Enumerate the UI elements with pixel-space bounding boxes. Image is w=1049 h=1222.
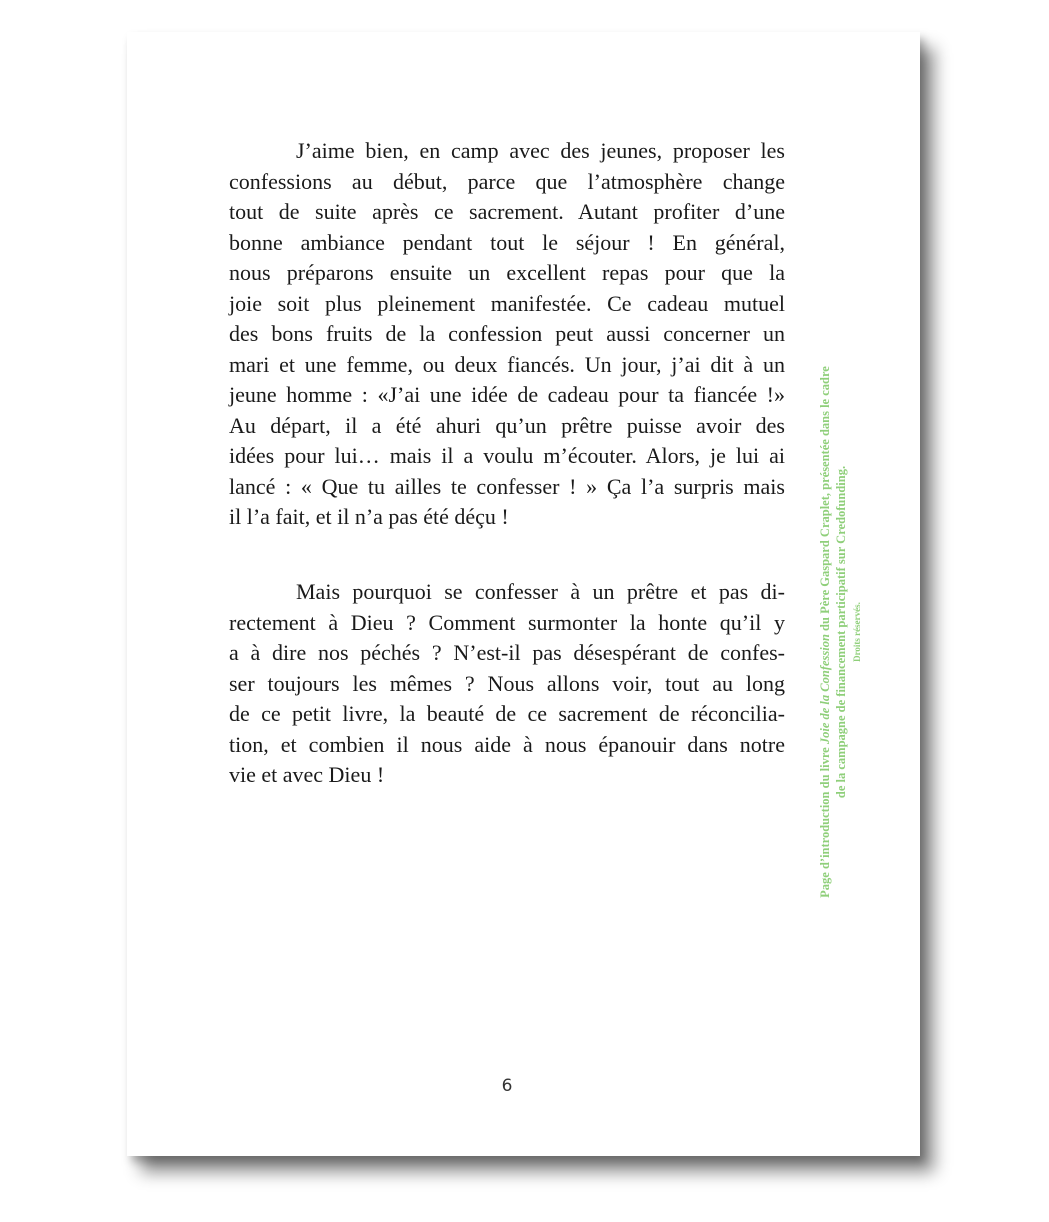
paragraph-2 — [229, 577, 785, 791]
book-page — [127, 32, 920, 1156]
watermark-book-title: Joie de la Confession — [818, 634, 832, 745]
text-line: joie soit plus pleinement manifestée. Ce cadeau mutuel — [229, 290, 785, 316]
text-line: des bons fruits de la confession peut aussi concerner un — [229, 321, 785, 346]
text-line: tout de suite après ce sacrement. Autant profiter d’une — [229, 199, 785, 224]
paragraph-1 — [229, 136, 785, 533]
text-line: J’aime bien, en camp avec des jeunes, proposer les — [296, 138, 785, 163]
text-line: idées pour lui… mais il a voulu m’écouter. Alors, je lui ai — [229, 443, 785, 468]
text-line: a à dire nos péchés ? N’est-il pas désespérant de confes- — [229, 640, 785, 665]
watermark-line-1-suffix: du Père Gaspard Craplet, présentée dans le cadre — [818, 366, 832, 635]
text-line: de ce petit livre, la beauté de ce sacrement de réconcilia- — [229, 701, 785, 726]
watermark-line-3: Droits réservés. — [852, 602, 862, 662]
text-line: il l’a fait, et il n’a pas été déçu ! — [229, 504, 509, 529]
text-line: mari et une femme, ou deux fiancés. Un jour, j’ai dit à un — [229, 351, 785, 377]
text-line: nous préparons ensuite un excellent repas pour que la — [229, 260, 785, 285]
text-line: Mais pourquoi se confesser à un prêtre et pas di- — [296, 579, 785, 604]
text-line: rectement à Dieu ? Comment surmonter la honte qu’il y — [229, 609, 785, 635]
text-line: Au départ, il a été ahuri qu’un prêtre puisse avoir des — [229, 412, 785, 438]
text-line: bonne ambiance pendant tout le séjour ! En général, — [229, 229, 785, 255]
text-line: confessions au début, parce que l’atmosphère change — [229, 168, 785, 194]
text-line: vie et avec Dieu ! — [229, 762, 385, 787]
text-line: lancé : « Que tu ailles te confesser ! » Ça l’a surpris mais — [229, 473, 785, 499]
page-number: 6 — [501, 1076, 513, 1096]
watermark-line-1-prefix: Page d’introduction du livre — [818, 744, 832, 898]
watermark-line-1 — [817, 302, 833, 962]
text-line: ser toujours les mêmes ? Nous allons voir, tout au long — [229, 670, 785, 696]
text-line: jeune homme : «J’ai une idée de cadeau pour ta fiancée !» — [229, 382, 785, 407]
text-line: tion, et combien il nous aide à nous épanouir dans notre — [229, 731, 785, 757]
watermark-text — [817, 302, 865, 962]
watermark-line-2: de la campagne de financement participatif sur Credofunding. — [834, 465, 848, 799]
